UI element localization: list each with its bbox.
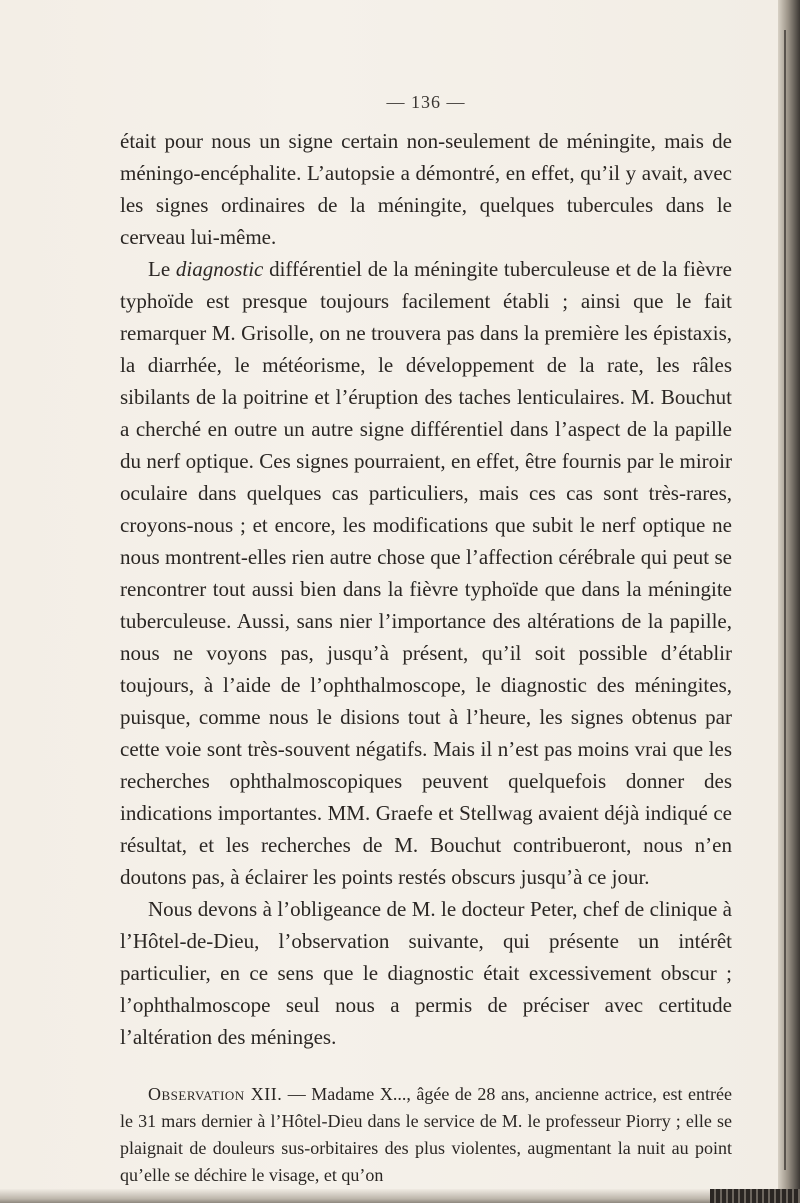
paragraph-2 (120, 253, 732, 893)
paragraph-3: Nous devons à l’obligeance de M. le docteur Peter, chef de clinique à l’Hôtel-de-Dieu, l’observation suivante, qui présente un intérêt particulier, en ce sens que le diagnostic était excessivement obscur ; l’ophthalmoscope seul nous a permis de préciser avec certitude l’altération des méninges. (120, 897, 732, 1049)
observation-label: Observation XII. (148, 1084, 283, 1104)
bottom-page-strip (0, 1189, 800, 1203)
observation-text: — Madame X..., âgée de 28 ans, ancienne actrice, est entrée le 31 mars dernier à l’Hôtel-Dieu dans le service de M. le professeur Piorry ; elle se plaignait de douleurs sus-orbitaires des plus violentes, augmentant la nuit au point qu’elle se déchire le visage, et qu’on (120, 1084, 732, 1185)
binding-corner-mark (710, 1189, 800, 1203)
paragraph-2-start: Le (148, 257, 176, 281)
paragraph-2-text: différentiel de la méningite tuberculeuse et de la fièvre typhoïde est presque toujours facilement établi ; ainsi que le fait remarquer M. Grisolle, on ne trouvera pas dans la première les épistaxis, la diarrhée, le météorisme, le développement de la rate, les râles sibilants de la poitrine et l’éruption des taches lenticulaires. M. Bouchut a cherché en outre un autre signe différentiel dans l’aspect de la papille du nerf optique. Ces signes pourraient, en effet, être fournis par le miroir oculaire dans quelques cas particuliers, mais ces cas sont très-rares, croyons-nous ; et encore, les modifications que subit le nerf optique ne nous montrent-elles rien autre chose que l’affection cérébrale qui peut se rencontrer tout aussi bien dans la fièvre typhoïde que dans la méningite tuberculeuse. Aussi, sans nier l’importance des altérations de la papille, nous ne voyons pas, jusqu’à présent, qu’il soit possible d’établir toujours, à l’aide de l’ophthalmoscope, le diagnostic des méningites, puisque, comme nous le disions tout à l’heure, les signes obtenus par cette voie sont très-souvent négatifs. Mais il n’est pas moins vrai que les recherches ophthalmoscopiques peuvent quelquefois donner des indications importantes. MM. Graefe et Stellwag avaient déjà indiqué ce résultat, et les recherches de M. Bouchut contribueront, nous n’en doutons pas, à éclairer les points restés obscurs jusqu’à ce jour. (120, 257, 732, 889)
page-number: — 136 — (386, 92, 466, 112)
paragraph-1: était pour nous un signe certain non-seulement de méningite, mais de méningo-encéphalite. L’autopsie a démontré, en effet, qu’il y avait, avec les signes ordinaires de la méningite, quelques tubercules dans le cerveau lui-même. (120, 129, 732, 249)
page-edge-shadow (778, 0, 800, 1203)
observation-paragraph (120, 1081, 732, 1189)
page-content (120, 92, 732, 1189)
italic-diagnostic: diagnostic (175, 257, 264, 281)
page-edge-line (784, 30, 786, 1170)
